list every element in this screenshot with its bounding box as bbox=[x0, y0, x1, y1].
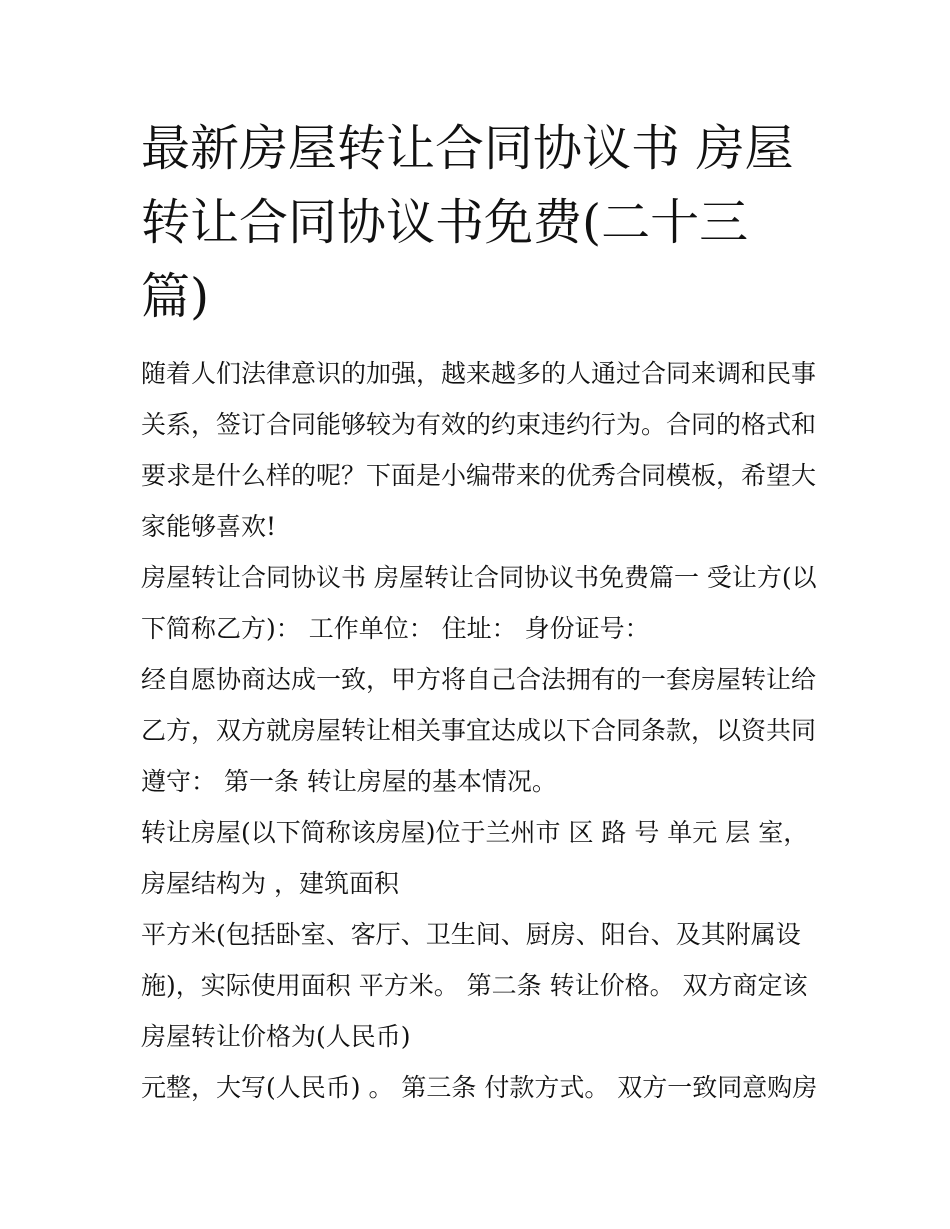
body-line: 关系，签订合同能够较为有效的约束违约行为。合同的格式和 bbox=[141, 410, 817, 439]
title-line: 篇) bbox=[141, 268, 210, 325]
body-line: 房屋转让价格为(人民币) bbox=[141, 1022, 411, 1051]
document-body bbox=[141, 348, 818, 1113]
title-line: 最新房屋转让合同协议书 房屋 bbox=[141, 120, 794, 177]
body-line: 施)，实际使用面积 平方米。 第二条 转让价格。 双方商定该 bbox=[141, 971, 808, 1000]
body-line: 经自愿协商达成一致，甲方将自己合法拥有的一套房屋转让给 bbox=[141, 665, 817, 694]
body-line: 元整，大写(人民币) 。 第三条 付款方式。 双方一致同意购房 bbox=[141, 1073, 818, 1102]
body-line: 平方米(包括卧室、客厅、卫生间、厨房、阳台、及其附属设 bbox=[141, 920, 801, 949]
document-title bbox=[141, 112, 813, 334]
body-line: 转让房屋(以下简称该房屋)位于兰州市 区 路 号 单元 层 室， bbox=[141, 818, 809, 847]
body-line: 房屋结构为 ，建筑面积 bbox=[141, 869, 399, 898]
body-line: 家能够喜欢! bbox=[141, 512, 277, 541]
body-line: 要求是什么样的呢？下面是小编带来的优秀合同模板，希望大 bbox=[141, 461, 817, 490]
body-line: 乙方，双方就房屋转让相关事宜达成以下合同条款，以资共同 bbox=[141, 716, 817, 745]
title-line: 转让合同协议书免费(二十三 bbox=[141, 194, 749, 251]
body-line: 遵守： 第一条 转让房屋的基本情况。 bbox=[141, 767, 557, 796]
body-line: 房屋转让合同协议书 房屋转让合同协议书免费篇一 受让方(以 bbox=[141, 563, 817, 592]
body-line: 下简称乙方)： 工作单位： 住址： 身份证号： bbox=[141, 614, 650, 643]
document-page bbox=[141, 112, 818, 1113]
body-line: 随着人们法律意识的加强，越来越多的人通过合同来调和民事 bbox=[141, 359, 817, 388]
